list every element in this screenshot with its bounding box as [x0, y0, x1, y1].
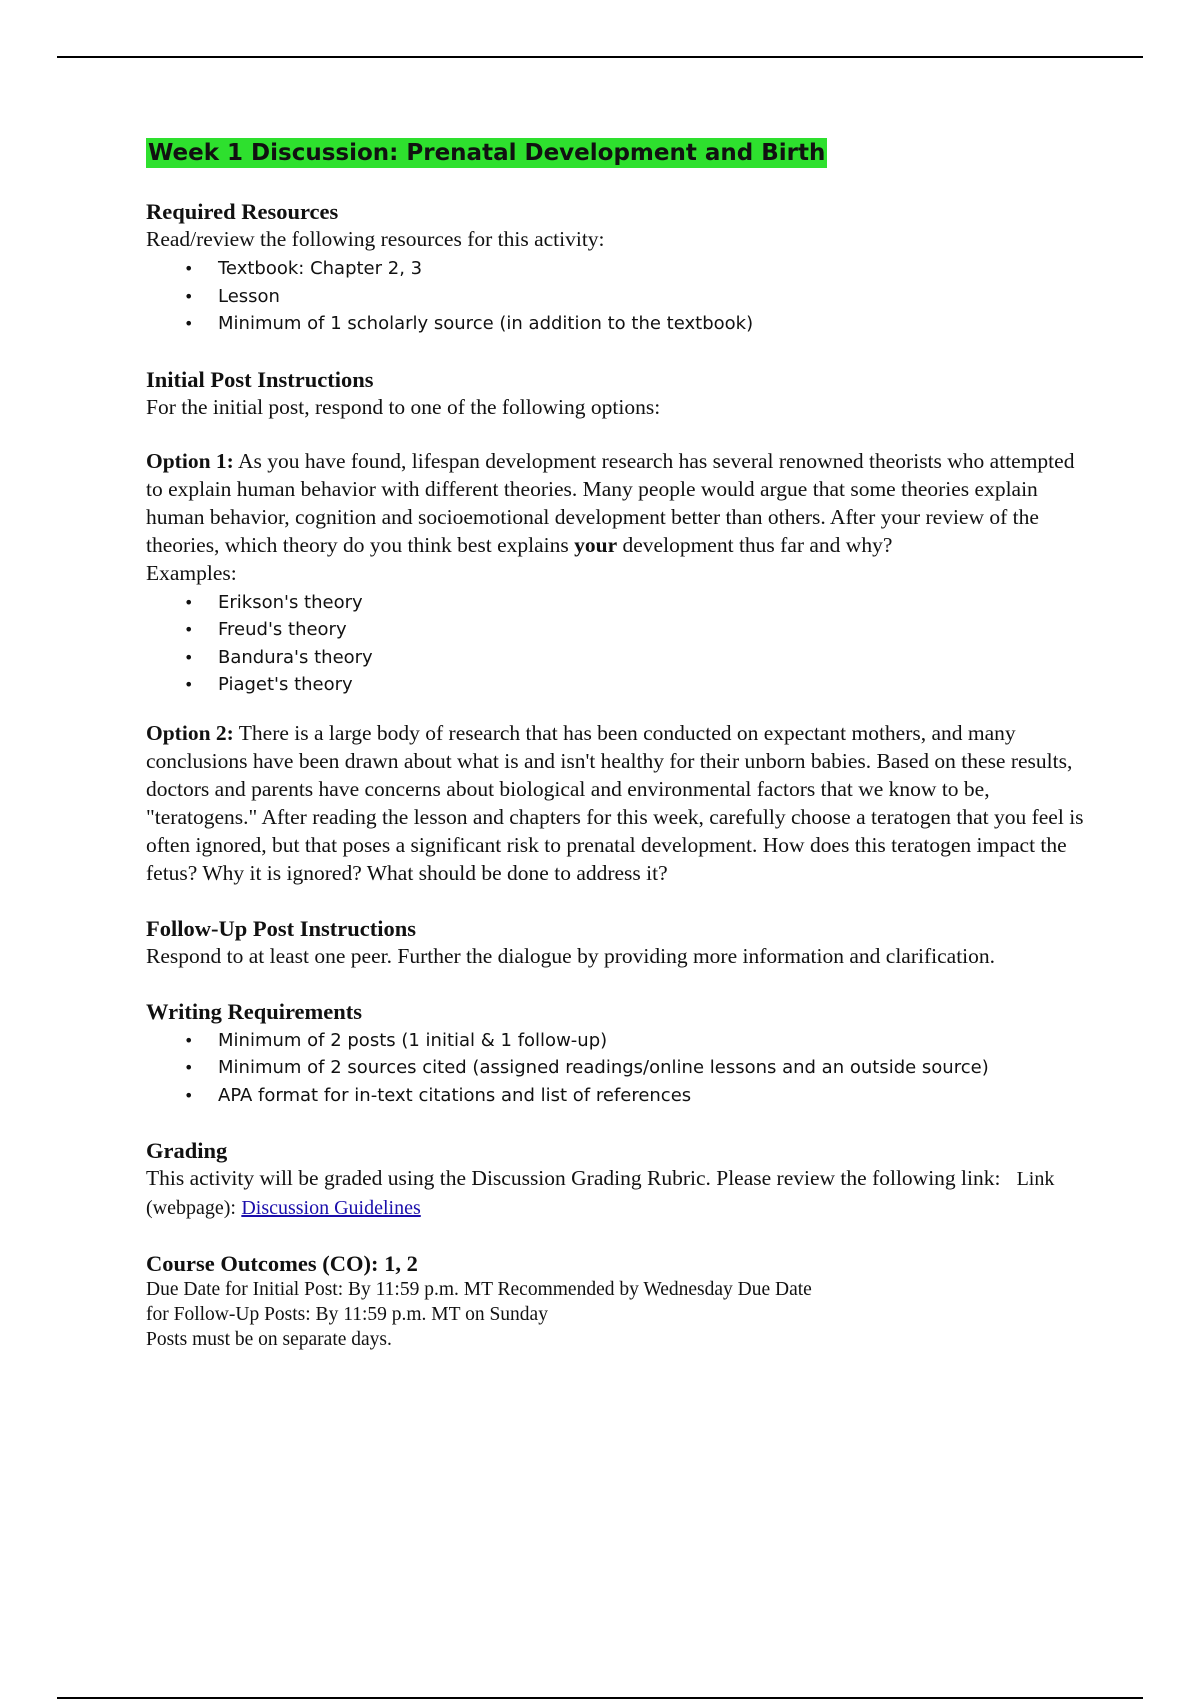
list-item: • Lesson	[146, 283, 1096, 311]
option-2-paragraph	[146, 719, 1096, 887]
examples-label: Examples:	[146, 560, 237, 585]
initial-post-heading: Initial Post Instructions	[146, 366, 374, 392]
page-title: Week 1 Discussion: Prenatal Development and Birth	[148, 140, 826, 166]
required-resources-section	[146, 198, 1096, 338]
required-resources-heading: Required Resources	[146, 199, 339, 224]
link-prefix: Link (webpage):	[146, 1168, 1055, 1219]
follow-up-heading: Follow-Up Post Instructions	[146, 915, 417, 941]
document-body	[146, 138, 1096, 1380]
option-2-label: Option 2:	[146, 720, 234, 745]
list-item: • Piaget's theory	[146, 671, 1096, 699]
option-1-text-a: As you have found, lifespan development research has several renowned theorists who attempted to explain human behavior with different theories. Many people would argue that some theories explain human behavior, cognition and socioemotional development better than others. After your review of the theories, which theory do you think best explains	[146, 448, 1075, 557]
due-date-line-1: Due Date for Initial Post: By 11:59 p.m. MT Recommended by Wednesday Due Date	[146, 1279, 812, 1300]
required-resources-intro: Read/review the following resources for this activity:	[146, 227, 605, 251]
list-item: • Minimum of 1 scholarly source (in addition to the textbook)	[146, 310, 1096, 338]
option-1-paragraph	[146, 447, 1096, 559]
list-item: • Textbook: Chapter 2, 3	[146, 255, 1096, 283]
option-1-label: Option 1:	[146, 448, 234, 473]
discussion-guidelines-link[interactable]: Discussion Guidelines	[241, 1197, 421, 1219]
grading-section	[146, 1137, 1096, 1222]
grading-heading: Grading	[146, 1138, 228, 1163]
writing-requirements-list	[146, 1027, 1096, 1110]
list-item: • Bandura's theory	[146, 644, 1096, 672]
writing-requirements-section	[146, 998, 1096, 1110]
due-date-line-3: Posts must be on separate days.	[146, 1329, 392, 1350]
option-1-emphasis: your	[574, 532, 618, 557]
option-1-text-b: development thus far and why?	[617, 532, 893, 557]
course-outcomes-heading: Course Outcomes (CO): 1, 2	[146, 1251, 418, 1276]
due-date-line-2: for Follow-Up Posts: By 11:59 p.m. MT on Sunday	[146, 1304, 548, 1325]
initial-post-intro: For the initial post, respond to one of the following options:	[146, 394, 661, 419]
list-item: • APA format for in-text citations and list of references	[146, 1082, 1096, 1110]
follow-up-section	[146, 915, 1096, 970]
option-2-text: There is a large body of research that has been conducted on expectant mothers, and many conclusions have been drawn about what is and isn't healthy for their unborn babies. Based on these results, doctors and parents have concerns about biological and environmental factors that we know to be, "teratogens." After reading the lesson and chapters for this week, carefully choose a teratogen that you feel is often ignored, but that poses a significant risk to prenatal development. How does this teratogen impact the fetus? Why it is ignored? What should be done to address it?	[146, 720, 1084, 885]
grading-description: This activity will be graded using the Discussion Grading Rubric. Please review the following link:	[146, 1166, 1001, 1190]
top-rule	[57, 56, 1143, 58]
list-item: • Minimum of 2 posts (1 initial & 1 follow-up)	[146, 1027, 1096, 1055]
list-item: • Minimum of 2 sources cited (assigned readings/online lessons and an outside source)	[146, 1054, 1096, 1082]
required-resources-list	[146, 255, 1096, 338]
list-item: • Erikson's theory	[146, 589, 1096, 617]
course-outcomes-section	[146, 1250, 1096, 1352]
writing-requirements-heading: Writing Requirements	[146, 998, 363, 1024]
initial-post-section	[146, 366, 1096, 887]
list-item: • Freud's theory	[146, 616, 1096, 644]
grading-text	[146, 1164, 1096, 1222]
examples-list	[146, 589, 1096, 699]
follow-up-text: Respond to at least one peer. Further the dialogue by providing more information and clarification.	[146, 943, 996, 968]
bottom-rule	[57, 1697, 1143, 1699]
